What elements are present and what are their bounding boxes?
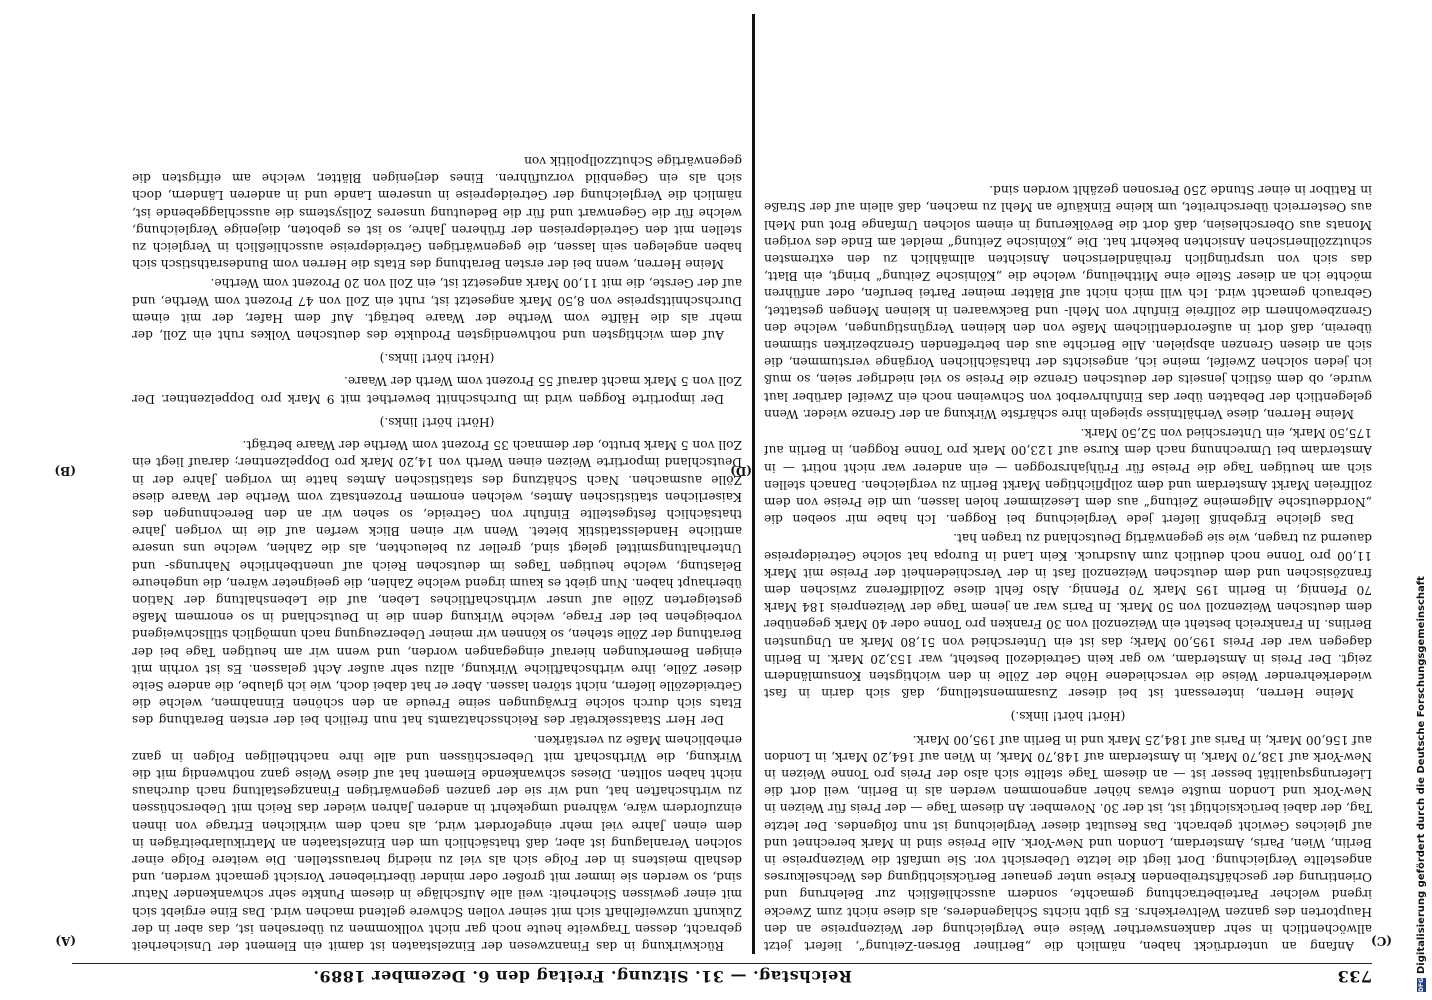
header-rule: [72, 963, 1372, 964]
dfg-logo-icon: DFG: [1417, 977, 1425, 992]
margin-mark-d: (D): [730, 464, 752, 478]
page-number: 733: [1337, 967, 1372, 986]
paragraph: Meine Herren, diese Verhältnisse spiegeln ihre schärfste Wirkung an der Grenze wieder. Wenn gelegentlich der Debatten über das Einfuhrverbot von Schweinen noch ein Zweifel darüber laut wurde, ob dem östlich jenseits der deutschen Grenze die Preise so viel niedriger seien, so muß ich jeden solchen Zweifel, meine ich, angesichts der thatsächlichen Vorgänge verstummen, die sich an diesen Grenzen abspielen. Alle Berichte aus den betreffenden Grenzbezirken stimmen überein, daß dort in außerordentlichem Maße von den kleinen Vergünstigungen, welche den Grenzbewohnern die zollfreie Einfuhr von Mehl- und Backwaaren in kleinen Mengen gestattet, Gebrauch gemacht wird. Ich will mich nicht auf Blätter meiner Partei berufen, oder anführen möchte ich an dieser Stelle eine Mittheilung, welche die „Kölnische Zeitung“ bringt, ein Blatt, das sich von ursprünglich freihändlerischen Ansichten allmählich zu den extremsten schutzzöllnerischen Ansichten bekehrt hat. Die „Kölnische Zeitung“ meldet am Ende des vorigen Monats aus Oberschlesien, daß dort die Bevölkerung in einem solchen Umfange Brot und Mehl aus Oesterreich überschreitet, um kleine Einkäufe an Mehl zu machen, daß allein auf der Straße in Ratibor in einer Stunde 250 Personen gezählt worden sind.: [764, 183, 1372, 421]
margin-mark-c: (C): [1371, 934, 1392, 948]
paragraph: Anfang an unterdrückt haben, nämlich die „Berliner Börsen-Zeitung“, liefert jetzt allwöchentlich in sehr dankenswerther Weise eine Vergleichung der Weizenpreise an den Hauptorten des ganzen Weltverkehrs. Es gibt nichts Schlagenderes, als diese nicht zum Zwecke irgend welcher Parteibetrachtung gemachte, sondern ausschließlich zur Belehrung und Orientirung der geschäftstreibenden Kreise unter genauer Berücksichtigung des Wechselkurses angestellte Vergleichung. Dort liegt die letzte Uebersicht vor. Sie umfaßt die Weizenpreise in Berlin, Wien, Paris, Amsterdam, London und New-York. Alle Preise sind in Mark berechnet und auf gleiches Gewicht gebracht. Das Resultat dieser Vergleichung ist nun folgendes. Der letzte Tag, der dabei berücksichtigt ist, ist der 30. November. An diesem Tage — der Preis für Weizen in New-York und London mußte etwas höher angenommen werden als in Berlin, weil dort die Lieferungsqualität besser ist — an diesem Tage stellte sich also der Preis pro Tonne Weizen in New-York auf 138,70 Mark, in Amsterdam auf 148,70 Mark, in Wien auf 164,20 Mark, in London auf 156,00 Mark, in Paris auf 184,25 Mark und in Berlin auf 195,00 Mark.: [764, 732, 1372, 953]
running-title: Reichstag. — 31. Sitzung. Freitag den 6. Dezember 1889.: [312, 967, 852, 986]
paragraph: Der Herr Staatssekretär des Reichsschatzamts hat nun freilich bei der ersten Berathung des Etats sich durch solche Erwägungen seine Freude an den schönen Einnahmen, welche die Getreidezölle liefern, nicht stören lassen. Aber er hat dabei doch, wie ich glaube, die andere Seite dieser Zölle, ihre wirthschaftliche Wirkung, allzu sehr außer Acht gelassen. Es ist vorhin mit einigen Bemerkungen hierauf eingegangen worden, und wenn wir am heutigen Tage bei der Berathung der Zölle stehen, so können wir meiner Ueberzeugung nach unmöglich stillschweigend vorbeigehen bei der Frage, welche Wirkung denn die in Deutschland in so enormem Maße gesteigerten Zölle auf unser wirthschaftliches Leben, auf die Lebenshaltung der Nation überhaupt haben. Nun giebt es kaum irgend welche Zahlen, die geeigneter wären, die ungeheure Belastung, welche heutigen Tages im deutschen Reich auf unentbehrliche Nahrungs- und Unterhaltungsmittel gelegt sind, greller zu beleuchten, als die Zahlen, welche uns unsere amtliche Handelsstatistik bietet. Wenn wir einen Blick werfen auf die im vorigen Jahre thatsächlich festgestellte Einfuhr von Getreide, so sehen wir an den Berechnungen des Kaiserlichen statistischen Amtes, welchen enormen Prozentsatz vom Werthe der Waare diese Zölle ausmachen. Nach Schätzung des statistischen Amtes hatte im vorigen Jahre der in Deutschland importirte Weizen einen Werth von 14,20 Mark pro Doppelzentner; darauf liegt ein Zoll von 5 Mark brutto, der demnach 35 Prozent vom Werthe der Waare beträgt.: [132, 438, 742, 728]
credit-text: Digitalisierung gefördert durch die Deutsche Forschungsgemeinschaft: [1416, 576, 1427, 974]
column-divider: [752, 14, 755, 954]
left-column: [764, 14, 1372, 954]
paragraph: Meine Herren, wenn bei der ersten Berathung des Etats die Herren vom Bundesrathstisch sich haben angelegen sein lassen, die gegenwärtigen Getreidepreise ausschließlich in Vergleich zu stellen mit den Getreidepreisen der früheren Jahre, so ist es geboten, diejenige Vergleichung, welche für die Gegenwart und für die Bedeutung unseres Zollsystems die ausschlaggebende ist, nämlich die Vergleichung der Getreidepreise in unserem Lande und in anderen Ländern, doch sich als ein Gegenbild vorzuführen. Eines derjenigen Blätter, welche am eifrigsten die gegenwärtige Schutzzollpolitik von: [132, 154, 742, 272]
interjection: (Hört! hört! links.): [379, 351, 495, 366]
digitization-credit: [1414, 392, 1430, 992]
paragraph: Meine Herren, interessant ist bei dieser Zusammenstellung, daß sich darin in fast wiederkehrender Weise die verschiedene Höhe der Zölle in den wichtigsten Konsumländern zeigt. Der Preis in Amsterdam, wo gar kein Getreidezoll besteht, war 153,20 Mark. In Berlin dagegen war der Preis 195,00 Mark; das ist ein Unterschied von 51,80 Mark an Ungunsten Berlins. In Frankreich besteht ein Weizenzoll von 30 Franken pro Tonne oder 40 Mark gegenüber dem deutschen Weizenzoll von 50 Mark. In Paris war an jenem Tage der Weizenpreis 184 Mark 70 Pfennig, in Berlin 195 Mark 70 Pfennig. Also fehlt diese Zolldifferenz zwischen dem französischen und dem deutschen Weizenzoll fast in der Verschiedenheit der Preise mit Mark 11,00 pro Tonne noch deutlich zum Ausdruck. Kein Land in Europa hat solche Getreidepreise dauernd zu tragen, wie sie gegenwärtig Deutschland zu tragen hat.: [764, 531, 1372, 701]
margin-mark-b: (B): [54, 464, 76, 478]
paragraph: Das gleiche Ergebniß liefert jede Vergleichung bei Roggen. Ich habe mir soeben die „Norddeutsche Allgemeine Zeitung“ aus dem Lesezimmer holen lassen, um die Preise von dem zollfreien Markt Amsterdam und dem zollpflichtigen Markt Berlin zu vergleichen. Danach stellen sich am heutigen Tage die Preise für Frühjahrsroggen — ein anderer war nicht notirt — in Amsterdam bei Umrechnung nach dem Kurse auf 123,00 Mark pro Tonne Roggen, in Berlin auf 175,50 Mark, ein Unterschied von 52,50 Mark.: [764, 426, 1372, 527]
margin-mark-a: (A): [55, 934, 76, 948]
paragraph: Rückwirkung in das Finanzwesen der Einzelstaaten ist damit ein Element der Unsicherheit gebracht, dessen Tragweite heute noch gar nicht vollkommen zu übersehen ist, das aber in der Zukunft unzweifelhaft sich mit seiner vollen Schwere geltend machen wird. Das Eine ergiebt sich mit einer gewissen Sicherheit: weil alle Aufschläge in diesem Punkte sehr schwankender Natur sind, so werden sie immer mit großer oder minder übertriebener Vorsicht gemacht werden, und deshalb meistens in der Folge sich als viel zu niedrig herausstellen. Die weitere Folge einer solchen Veranlagung ist aber, daß thatsächlich um den Einzelstaaten an Matrikularbeiträgen in dem einen Jahre viel mehr eingefordert wird, als nach dem wirklichen Ertrage von ihnen einzufordern wäre, während umgekehrt in anderen Jahren wieder das Reich mit Ueberschüssen zu wirthschaften hat, und wir sie der ganzen gegenwärtigen Finanzgestaltung nach durchaus nicht haben sollten. Dieses schwankende Element hat auf diese Weise ganz nothwendig mit die Wirkung, die Wirthschaft mit Ueberschüssen und alle ihre nachtheiligen Folgen in ganz erheblichem Maße zu verstärken.: [132, 732, 742, 953]
right-column: [132, 14, 742, 954]
paragraph: Auf dem wichtigsten und nothwendigsten Produkte des deutschen Volkes ruht ein Zoll, der mehr als die Hälfte vom Werthe der Waare beträgt. Auf dem Hafer, der mit einem Durchschnittspreise von 8,50 Mark angesetzt ist, ruht ein Zoll von 47 Prozent vom Werthe, und auf der Gerste, die mit 11,00 Mark angesetzt ist, ein Zoll von 20 Prozent vom Werthe.: [132, 276, 742, 343]
page-header: [72, 964, 1372, 986]
paragraph: Der importirte Roggen wird im Durchschnitt bewerthet mit 9 Mark pro Doppelzentner. Der Zoll von 5 Mark macht darauf 55 Prozent vom Werth der Waare.: [132, 374, 742, 406]
interjection: (Hört! hört! links.): [1010, 709, 1126, 724]
interjection: (Hört! hört! links.): [379, 414, 495, 429]
